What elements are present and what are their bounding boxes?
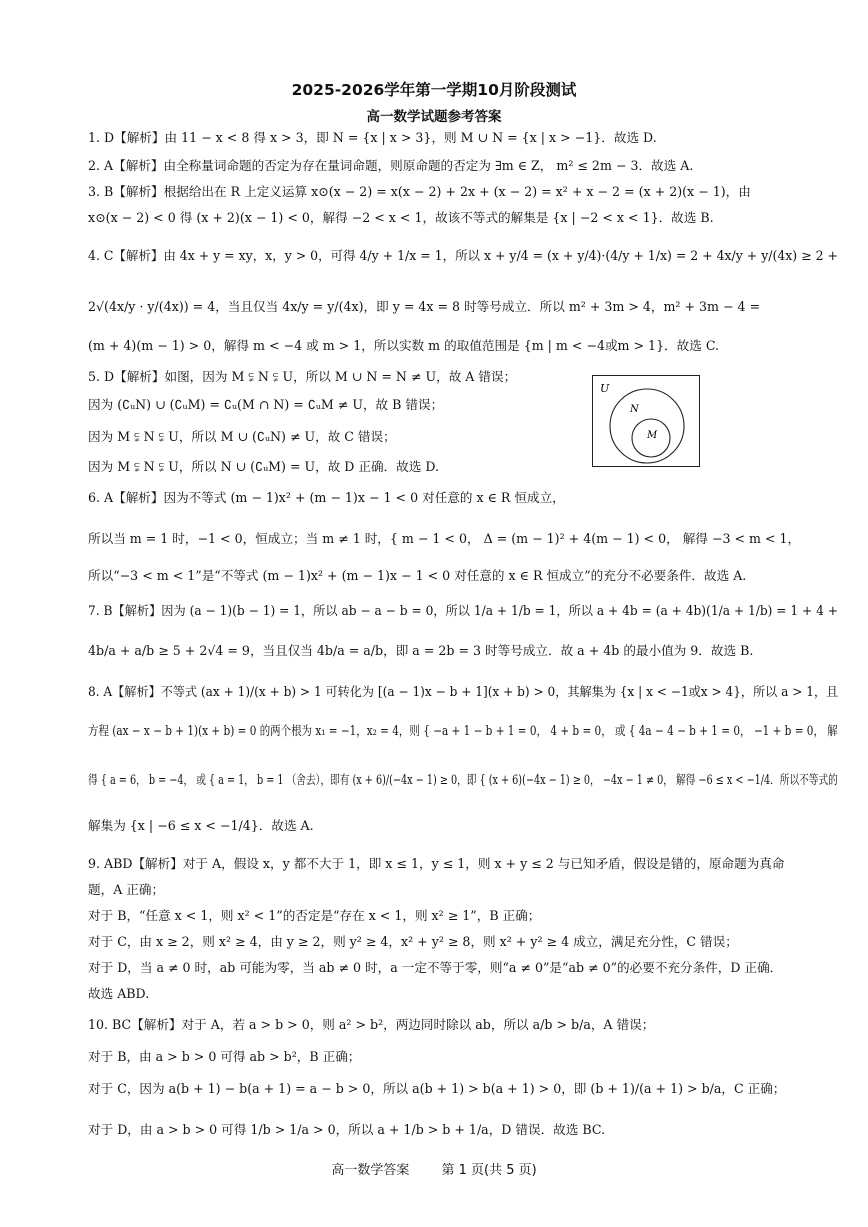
answer-line: 2√(4x/y · y/(4x)) = 4，当且仅当 4x/y = y/(4x)，即 y = 4x = 8 时等号成立．所以 m² + 3m > 4，m² + 3m − 4 = [88, 299, 761, 314]
answer-line: 所以“−3 < m < 1”是“不等式 (m − 1)x² + (m − 1)x − 1 < 0 对任意的 x ∈ R 恒成立”的充分不必要条件．故选 A. [88, 568, 747, 583]
answer-line: 3. B【解析】根据给出在 R 上定义运算 x⊙(x − 2) = x(x − 2) + 2x + (x − 2) = x² + x − 2 = (x + 2)(x − 1)，由 [88, 184, 751, 199]
venn-diagram [592, 375, 700, 467]
venn-label-m: M [647, 430, 658, 441]
answer-line: 对于 B，“任意 x < 1，则 x² < 1”的否定是“存在 x < 1，则 x² ≥ 1”，B 正确； [88, 908, 541, 923]
page-footer [0, 1159, 868, 1178]
answer-line: 2. A【解析】由全称量词命题的否定为存在量词命题，则原命题的否定为 ∃m ∈ Z， m² ≤ 2m − 3．故选 A. [88, 158, 694, 173]
answer-line: 解集为 {x | −6 ≤ x < −1/4}．故选 A. [88, 818, 314, 833]
answer-line: 方程 (ax − x − b + 1)(x + b) = 0 的两个根为 x₁ = −1，x₂ = 4，则 { −a + 1 − b + 1 = 0， 4 + b = 0， 或 { 4a − 4 − b + 1 = 0， −1 + b = 0， 解 [88, 723, 838, 738]
answer-line: 7. B【解析】因为 (a − 1)(b − 1) = 1，所以 ab − a − b = 0，所以 1/a + 1/b = 1，所以 a + 4b = (a + 4b)(1/a + 1/b) = 1 + 4 + [88, 603, 839, 618]
answer-line: 5. D【解析】如图，因为 M ⫋ N ⫋ U，所以 M ∪ N = N ≠ U，故 A 错误； [88, 369, 517, 384]
answer-line: 6. A【解析】因为不等式 (m − 1)x² + (m − 1)x − 1 < 0 对任意的 x ∈ R 恒成立， [88, 490, 565, 505]
answer-line: 9. ABD【解析】对于 A，假设 x，y 都不大于 1，即 x ≤ 1，y ≤ 1，则 x + y ≤ 2 与已知矛盾，假设是错的，原命题为真命 [88, 856, 785, 871]
answer-line: 对于 B，由 a > b > 0 可得 ab > b²，B 正确； [88, 1049, 361, 1064]
answer-line: 得 { a = 6， b = −4， 或 { a = 1， b = 1 （舍去），即有 (x + 6)/(−4x − 1) ≥ 0，即 { (x + 6)(−4x − 1) ≥ 0， −4x − 1 ≠ 0， 解得 −6 ≤ x < −1/4．所以不等式的 [88, 772, 838, 787]
answer-line: x⊙(x − 2) < 0 得 (x + 2)(x − 1) < 0，解得 −2 < x < 1，故该不等式的解集是 {x | −2 < x < 1}．故选 B. [88, 210, 714, 225]
venn-label-n: N [630, 404, 639, 415]
venn-label-u: U [600, 382, 610, 395]
page-subtitle: 高一数学试题参考答案 [366, 109, 502, 125]
answer-line: 8. A【解析】不等式 (ax + 1)/(x + b) > 1 可转化为 [(a − 1)x − b + 1](x + b) > 0，其解集为 {x | x < −1或x > 4}，所以 a > 1，且 [88, 684, 839, 699]
answer-line: 对于 D，由 a > b > 0 可得 1/b > 1/a > 0，所以 a + 1/b > b + 1/a，D 错误．故选 BC. [88, 1122, 606, 1137]
venn-svg [593, 376, 701, 468]
answer-line: 对于 C，因为 a(b + 1) − b(a + 1) = a − b > 0，所以 a(b + 1) > b(a + 1) > 0，即 (b + 1)/(a + 1) > b/a，C 正确； [88, 1081, 786, 1096]
answer-line: 所以当 m = 1 时，−1 < 0，恒成立；当 m ≠ 1 时，{ m − 1 < 0， Δ = (m − 1)² + 4(m − 1) < 0， 解得 −3 < m < 1， [88, 531, 801, 546]
answer-line: 因为 (∁ᵤN) ∪ (∁ᵤM) = ∁ᵤ(M ∩ N) = ∁ᵤM ≠ U，故 B 错误； [88, 397, 444, 412]
answer-line: 4. C【解析】由 4x + y = xy，x，y > 0，可得 4/y + 1/x = 1，所以 x + y/4 = (x + y/4)·(4/y + 1/x) = 2 + 4x/y + y/(4x) ≥ 2 + [88, 248, 838, 263]
answer-line: 因为 M ⫋ N ⫋ U，所以 M ∪ (∁ᵤN) ≠ U，故 C 错误； [88, 429, 396, 444]
answer-line: 对于 D，当 a ≠ 0 时，ab 可能为零，当 ab ≠ 0 时，a 一定不等于零，则“a ≠ 0”是“ab ≠ 0”的必要不充分条件，D 正确． [88, 960, 783, 975]
venn-circle-n [610, 389, 684, 463]
footer-page-number: 第 1 页(共 5 页) [441, 1163, 537, 1178]
footer-doc-name: 高一数学答案 [331, 1163, 410, 1178]
answer-line: 对于 C，由 x ≥ 2，则 x² ≥ 4，由 y ≥ 2，则 y² ≥ 4，x² + y² ≥ 8，则 x² + y² ≥ 4 成立，满足充分性，C 错误； [88, 934, 738, 949]
answer-line: 因为 M ⫋ N ⫋ U，所以 N ∪ (∁ᵤM) = U，故 D 正确．故选 D. [88, 459, 440, 474]
answer-line: (m + 4)(m − 1) > 0，解得 m < −4 或 m > 1，所以实数 m 的取值范围是 {m | m < −4或m > 1}．故选 C. [88, 338, 720, 353]
answer-line: 1. D【解析】由 11 − x < 8 得 x > 3，即 N = {x | x > 3}，则 M ∪ N = {x | x > −1}．故选 D. [88, 130, 657, 145]
answer-line: 题，A 正确； [88, 882, 165, 897]
page-title: 2025-2026学年第一学期10月阶段测试 [291, 81, 577, 99]
answer-line: 10. BC【解析】对于 A，若 a > b > 0，则 a² > b²，两边同时除以 ab，所以 a/b > b/a，A 错误； [88, 1017, 655, 1032]
answer-line: 故选 ABD. [88, 986, 150, 1001]
answer-line: 4b/a + a/b ≥ 5 + 2√4 = 9，当且仅当 4b/a = a/b，即 a = 2b = 3 时等号成立．故 a + 4b 的最小值为 9．故选 B. [88, 643, 754, 658]
